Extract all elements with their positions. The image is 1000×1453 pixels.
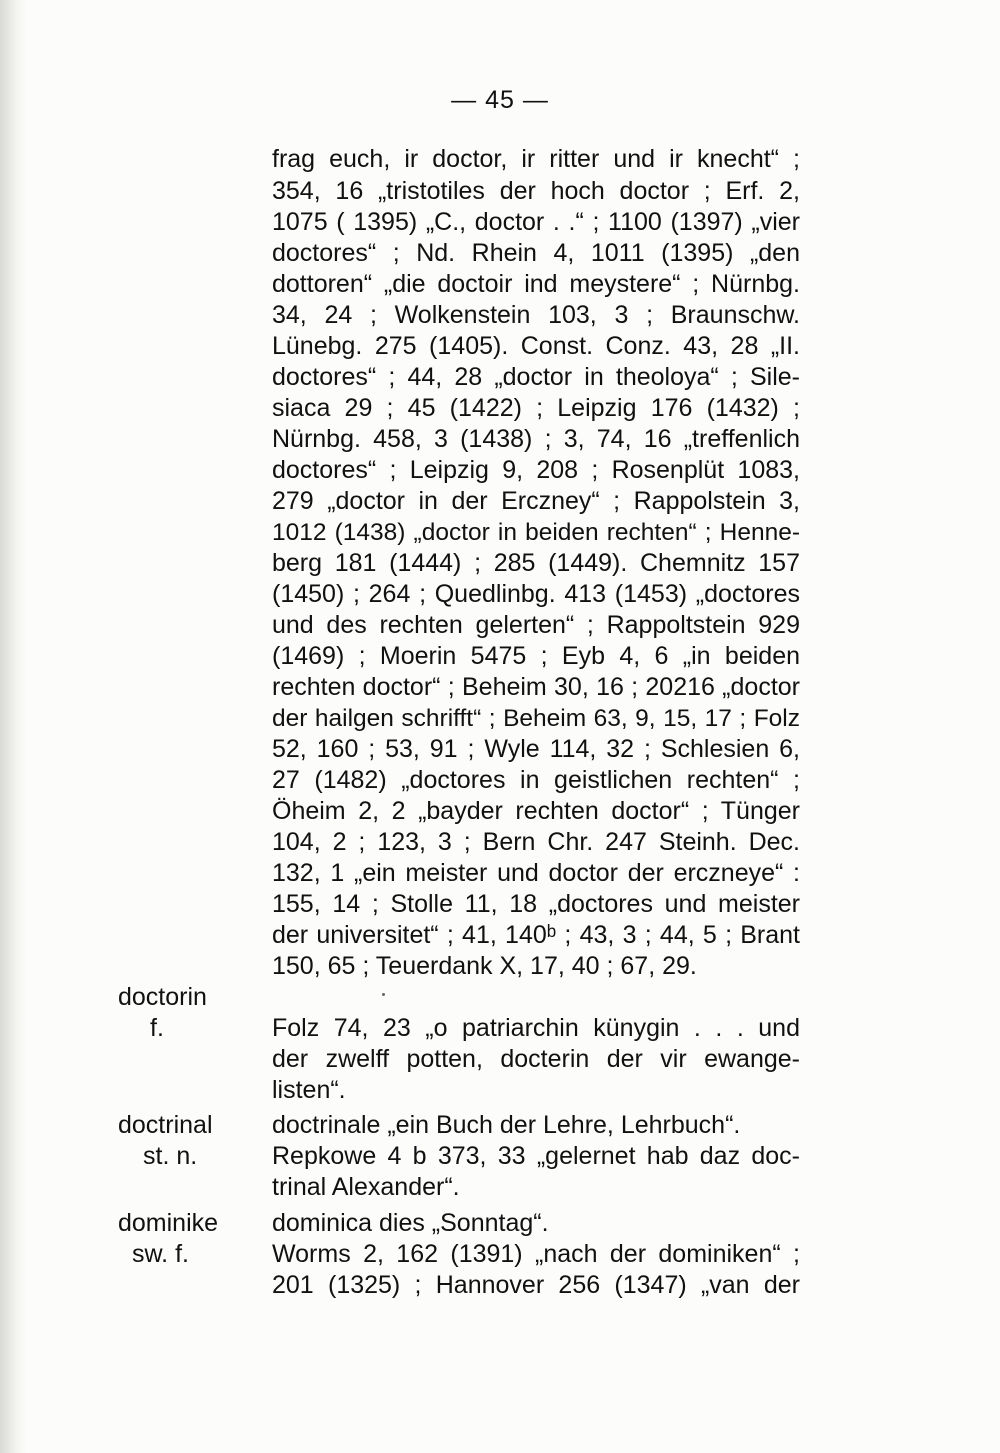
text-line: 132, 1 „ein meister und doctor der erczneye“ : bbox=[272, 859, 800, 887]
text-line: 1075 ( 1395) „C., doctor . .“ ; 1100 (1397) „vier bbox=[272, 208, 800, 236]
text-line: (1450) ; 264 ; Quedlinbg. 413 (1453) „doctores bbox=[272, 580, 800, 608]
text-line: rechten doctor“ ; Beheim 30, 16 ; 20216 „doctor bbox=[272, 673, 800, 701]
text-line: 34, 24 ; Wolkenstein 103, 3 ; Braunschw. bbox=[272, 301, 800, 329]
text-line: und des rechten gelerten“ ; Rappoltstein 929 bbox=[272, 611, 800, 639]
text-line: 104, 2 ; 123, 3 ; Bern Chr. 247 Steinh. Dec. bbox=[272, 828, 800, 856]
text-line: Öheim 2, 2 „bayder rechten doctor“ ; Tünger bbox=[272, 797, 800, 825]
page-edge-shadow bbox=[0, 0, 26, 1453]
text-line: doctores“ ; 44, 28 „doctor in theoloya“ ; Sile- bbox=[272, 363, 800, 391]
text-line: Folz 74, 23 „o patriarchin künygin . . . und bbox=[272, 1014, 800, 1042]
headword: dominike bbox=[118, 1209, 219, 1237]
text-line: dottoren“ „die doctoir ind meystere“ ; Nürnbg. bbox=[272, 270, 800, 298]
headword: doctorin bbox=[118, 983, 207, 1011]
grammar-label: st. n. bbox=[143, 1142, 198, 1170]
text-line: listen“. bbox=[272, 1076, 346, 1104]
text-line: doctores“ ; Leipzig 9, 208 ; Rosenplüt 1083, bbox=[272, 456, 800, 484]
text-line: Repkowe 4 b 373, 33 „gelernet hab daz doc- bbox=[272, 1142, 800, 1170]
text-line: 279 „doctor in der Erczney“ ; Rappolstein 3, bbox=[272, 487, 800, 515]
text-line: 52, 160 ; 53, 91 ; Wyle 114, 32 ; Schlesien 6, bbox=[272, 735, 800, 763]
text-line: dominica dies „Sonntag“. bbox=[272, 1209, 549, 1237]
text-line: 1012 (1438) „doctor in beiden rechten“ ; Henne- bbox=[272, 519, 800, 546]
text-line: Worms 2, 162 (1391) „nach der dominiken“ ; bbox=[272, 1240, 800, 1268]
text-line: 155, 14 ; Stolle 11, 18 „doctores und meister bbox=[272, 890, 800, 918]
text-line: 201 (1325) ; Hannover 256 (1347) „van der bbox=[272, 1271, 800, 1299]
text-line: siaca 29 ; 45 (1422) ; Leipzig 176 (1432) ; bbox=[272, 394, 800, 422]
text-line: der hailgen schrifft“ ; Beheim 63, 9, 15, 17 ; Folz bbox=[272, 705, 800, 732]
speck bbox=[382, 993, 385, 996]
text-line: 354, 16 „tristotiles der hoch doctor ; Erf. 2, bbox=[272, 177, 800, 205]
text-line: 150, 65 ; Teuerdank X, 17, 40 ; 67, 29. bbox=[272, 952, 697, 980]
headword: doctrinal bbox=[118, 1111, 213, 1139]
text-line: doctores“ ; Nd. Rhein 4, 1011 (1395) „den bbox=[272, 239, 800, 267]
page-number: — 45 — bbox=[451, 86, 549, 114]
text-line: frag euch, ir doctor, ir ritter und ir knecht“ ; bbox=[272, 145, 800, 173]
text-line: (1469) ; Moerin 5475 ; Eyb 4, 6 „in beiden bbox=[272, 642, 800, 670]
text-line: Lünebg. 275 (1405). Const. Conz. 43, 28 „II. bbox=[272, 332, 800, 360]
text-line: berg 181 (1444) ; 285 (1449). Chemnitz 157 bbox=[272, 549, 800, 577]
grammar-label: f. bbox=[150, 1014, 164, 1042]
text-line: der zwelff potten, docterin der vir ewange- bbox=[272, 1045, 800, 1073]
text-line: 27 (1482) „doctores in geistlichen rechten“ ; bbox=[272, 766, 800, 794]
grammar-label: sw. f. bbox=[132, 1240, 189, 1268]
text-line: doctrinale „ein Buch der Lehre, Lehrbuch“. bbox=[272, 1111, 741, 1139]
text-line: der universitet“ ; 41, 140ᵇ ; 43, 3 ; 44, 5 ; Brant bbox=[272, 921, 800, 949]
text-line: trinal Alexander“. bbox=[272, 1173, 460, 1201]
text-line: Nürnbg. 458, 3 (1438) ; 3, 74, 16 „treffenlich bbox=[272, 425, 800, 453]
